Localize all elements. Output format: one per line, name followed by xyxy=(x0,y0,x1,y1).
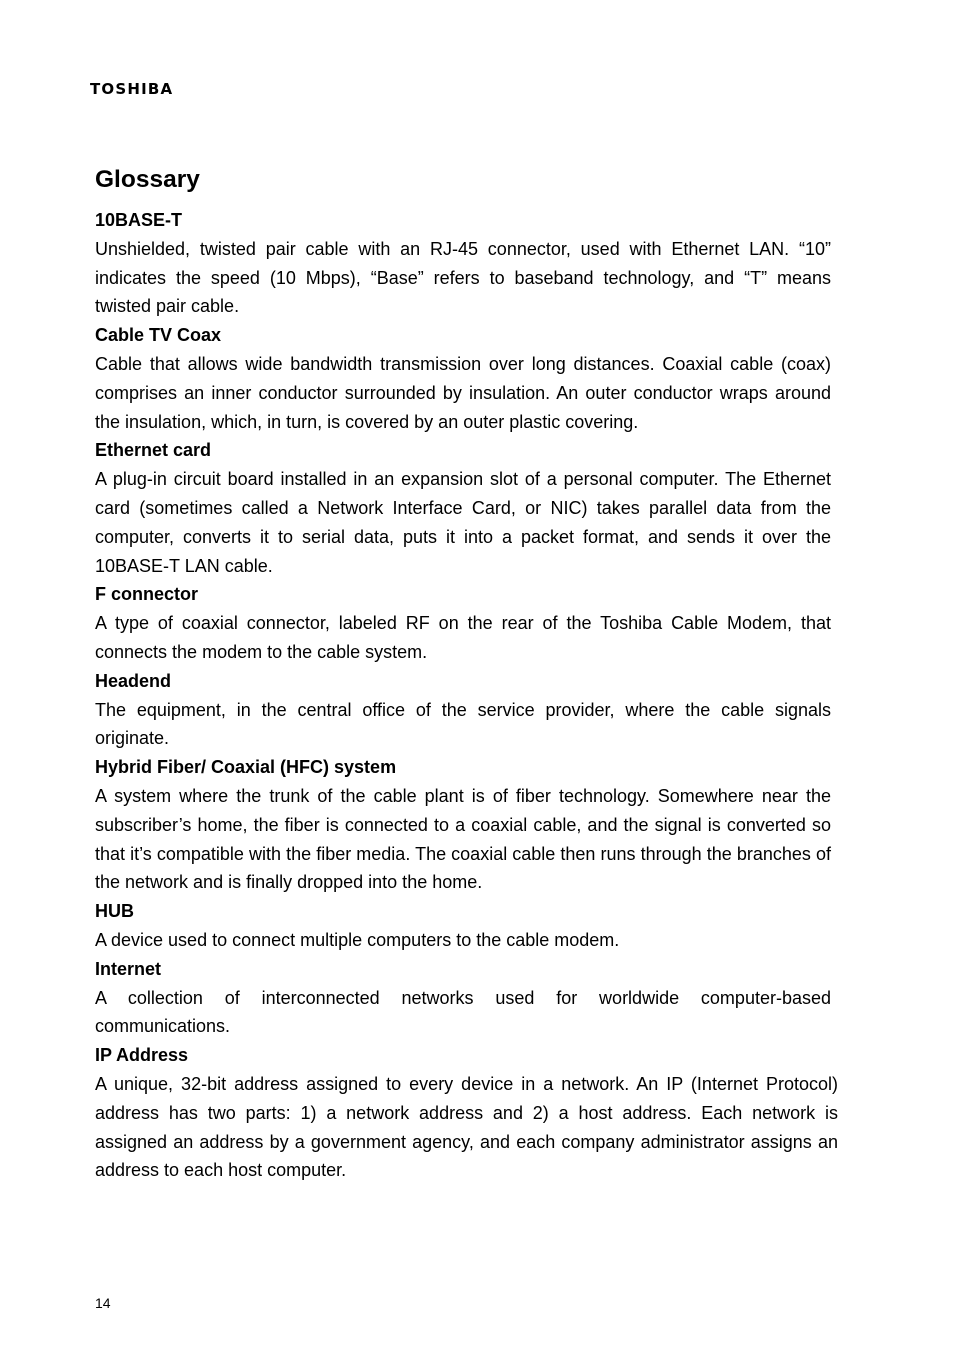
glossary-definition: A system where the trunk of the cable plant is of fiber technology. Somewhere near the subscriber’s home, the fiber is connected to a coaxial cable, and the signal is converted so that it’s compatible with the fiber media. The coaxial cable then runs through the branches of the network and is finally dropped into the home. xyxy=(95,785,831,893)
page-number: 14 xyxy=(95,1295,111,1311)
page-title: Glossary xyxy=(95,166,200,193)
glossary-definition: A unique, 32-bit address assigned to every device in a network. An IP (Internet Protocol) address has two parts: 1) a network address and 2) a host address. Each network is assigned an address by a government agency, and each company administrator assigns an address to each host computer. xyxy=(95,1073,838,1181)
glossary-term: F connector xyxy=(95,584,199,605)
glossary-entry-f-connector xyxy=(95,580,831,666)
toshiba-logo: TOSHIBA xyxy=(90,80,174,98)
glossary-definition: A device used to connect multiple computers to the cable modem. xyxy=(95,929,620,950)
glossary-definition: The equipment, in the central office of the service provider, where the cable signals originate. xyxy=(95,699,831,749)
glossary-definition: A collection of interconnected networks used for worldwide computer-based communications. xyxy=(95,987,831,1037)
glossary-entry-10base-t xyxy=(95,206,831,321)
glossary-entry-internet xyxy=(95,955,831,1041)
glossary-entry-headend xyxy=(95,667,831,753)
glossary-definition: Unshielded, twisted pair cable with an RJ-45 connector, used with Ethernet LAN. “10” indicates the speed (10 Mbps), “Base” refers to baseband technology, and “T” means twisted pair cable. xyxy=(95,238,831,317)
page-content xyxy=(95,162,838,1185)
glossary-definition: A type of coaxial connector, labeled RF on the rear of the Toshiba Cable Modem, that connects the modem to the cable system. xyxy=(95,613,831,662)
glossary-entry-hub xyxy=(95,897,831,955)
glossary-term: Ethernet card xyxy=(95,440,212,461)
glossary-term: IP Address xyxy=(95,1045,189,1066)
glossary-entry-ethernet-card xyxy=(95,436,831,580)
glossary-term: Hybrid Fiber/ Coaxial (HFC) system xyxy=(95,757,397,778)
glossary-definition: A plug-in circuit board installed in an expansion slot of a personal computer. The Ethernet card (sometimes called a Network Interface Card, or NIC) takes parallel data from the computer, converts it to serial data, puts it into a packet format, and sends it over the 10BASE-T LAN cable. xyxy=(95,469,831,576)
glossary-term: HUB xyxy=(95,901,134,922)
glossary-entry-cable-tv-coax xyxy=(95,321,831,436)
glossary-entry-hfc-system xyxy=(95,753,831,897)
glossary-definition: Cable that allows wide bandwidth transmission over long distances. Coaxial cable (coax) comprises an inner conductor surrounded by insulation. An outer conductor wraps around the insulation, which, in turn, is covered by an outer plastic covering. xyxy=(95,353,831,432)
glossary-term: Cable TV Coax xyxy=(95,325,222,346)
glossary-term: 10BASE-T xyxy=(95,210,183,230)
glossary-term: Internet xyxy=(95,958,162,979)
glossary-entry-ip-address xyxy=(95,1041,838,1185)
glossary-term: Headend xyxy=(95,670,172,691)
